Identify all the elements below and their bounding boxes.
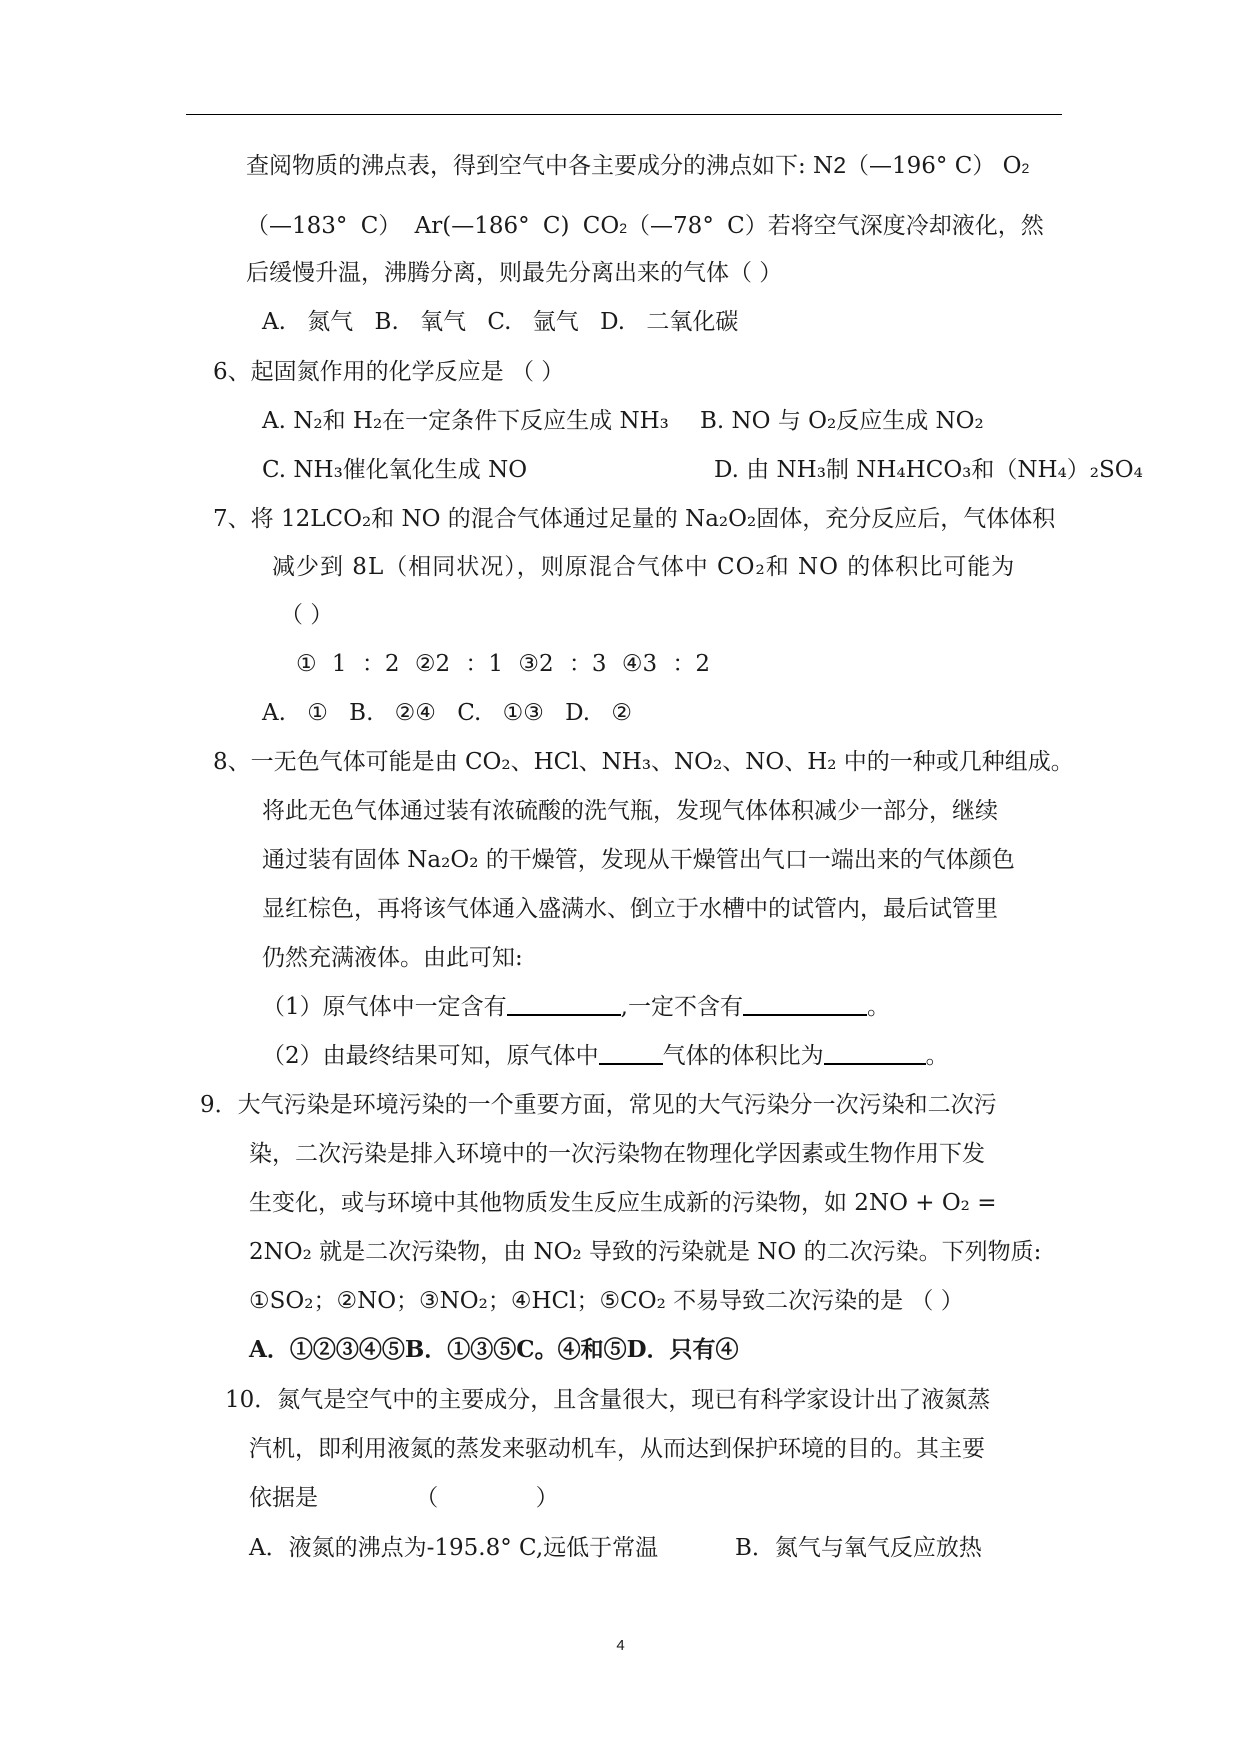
page-number: 4 [616,1637,625,1654]
q6-option-b: B. NO 与 O₂反应生成 NO₂ [700,408,984,434]
q9-line-5: ①SO₂；②NO；③NO₂；④HCl；⑤CO₂ 不易导致二次污染的是 （ ） [249,1288,964,1314]
q6-stem: 6、起固氮作用的化学反应是 （ ） [213,359,565,385]
q5-line-1: 查阅物质的沸点表，得到空气中各主要成分的沸点如下: N2（—196° C） O2 [246,152,1030,179]
q10-option-b: B．氮气与氧气反应放热 [735,1535,982,1561]
q10-line-3: 依据是 （ ） [249,1485,559,1511]
q9-line-1: 9．大气污染是环境污染的一个重要方面，常见的大气污染分一次污染和二次污 [200,1092,997,1118]
q8-line-2: 将此无色气体通过装有浓硫酸的洗气瓶，发现气体体积减少一部分，继续 [262,798,998,824]
answer-blank[interactable] [599,1041,663,1065]
q7-ratios: ① 1 ：2 ②2 ：1 ③2 ：3 ④3 ：2 [296,651,711,677]
q9-line-4: 2NO₂ 就是二次污染物，由 NO₂ 导致的污染就是 NO 的二次污染。下列物质: [249,1239,1042,1265]
q9-line-3: 生变化，或与环境中其他物质发生反应生成新的污染物，如 2NO + O₂ = [249,1190,997,1216]
q10-option-a: A．液氮的沸点为-195.8° C,远低于常温 [249,1535,659,1561]
q5-options: A. 氮气 B. 氧气 C. 氩气 D. 二氧化碳 [262,309,739,335]
q6-option-a: A. N₂和 H₂在一定条件下反应生成 NH₃ [262,408,669,434]
answer-blank[interactable] [743,992,867,1016]
answer-blank[interactable] [824,1041,926,1065]
q6-option-d: D. 由 NH₃制 NH₄HCO₃和（NH₄）₂SO₄ [714,457,1143,483]
q7-line-2: 减少到 8L（相同状况），则原混合气体中 CO₂和 NO 的体积比可能为 [272,554,1016,580]
q7-options: A. ① B. ②④ C. ①③ D. ② [262,700,633,726]
q10-line-2: 汽机，即利用液氮的蒸发来驱动机车，从而达到保护环境的目的。其主要 [249,1436,985,1462]
answer-blank[interactable] [507,992,621,1016]
q6-option-c: C. NH₃催化氧化生成 NO [262,457,528,483]
q5-line-2: （—183° C） Ar(—186° C) CO2（—78° C）若将空气深度冷却液化，然 [246,213,1044,239]
q8-sub-1: （1）原气体中一定含有 ,一定不含有 。 [262,994,890,1020]
q8-sub-2: （2）由最终结果可知，原气体中 气体的体积比为 。 [262,1043,949,1069]
q8-line-1: 8、一无色气体可能是由 CO₂、HCl、NH₃、NO₂、NO、H₂ 中的一种或几种组成。 [213,749,1074,775]
q7-line-1: 7、将 12LCO₂和 NO 的混合气体通过足量的 Na₂O₂固体，充分反应后，气体体积 [213,506,1056,532]
q5-line-3: 后缓慢升温，沸腾分离，则最先分离出来的气体（ ） [246,260,783,286]
q8-line-4: 显红棕色，再将该气体通入盛满水、倒立于水槽中的试管内，最后试管里 [262,896,998,922]
q10-line-1: 10．氮气是空气中的主要成分，且含量很大，现已有科学家设计出了液氮蒸 [225,1387,991,1413]
header-rule [186,114,1062,115]
q7-line-3: （ ） [280,602,334,628]
q9-line-2: 染，二次污染是排入环境中的一次污染物在物理化学因素或生物作用下发 [249,1141,985,1167]
q9-options: A．①②③④⑤B．①③⑤C。④和⑤D．只有④ [249,1336,739,1363]
q8-line-5: 仍然充满液体。由此可知: [262,945,523,971]
q8-line-3: 通过装有固体 Na₂O₂ 的干燥管，发现从干燥管出气口一端出来的气体颜色 [262,847,1015,873]
